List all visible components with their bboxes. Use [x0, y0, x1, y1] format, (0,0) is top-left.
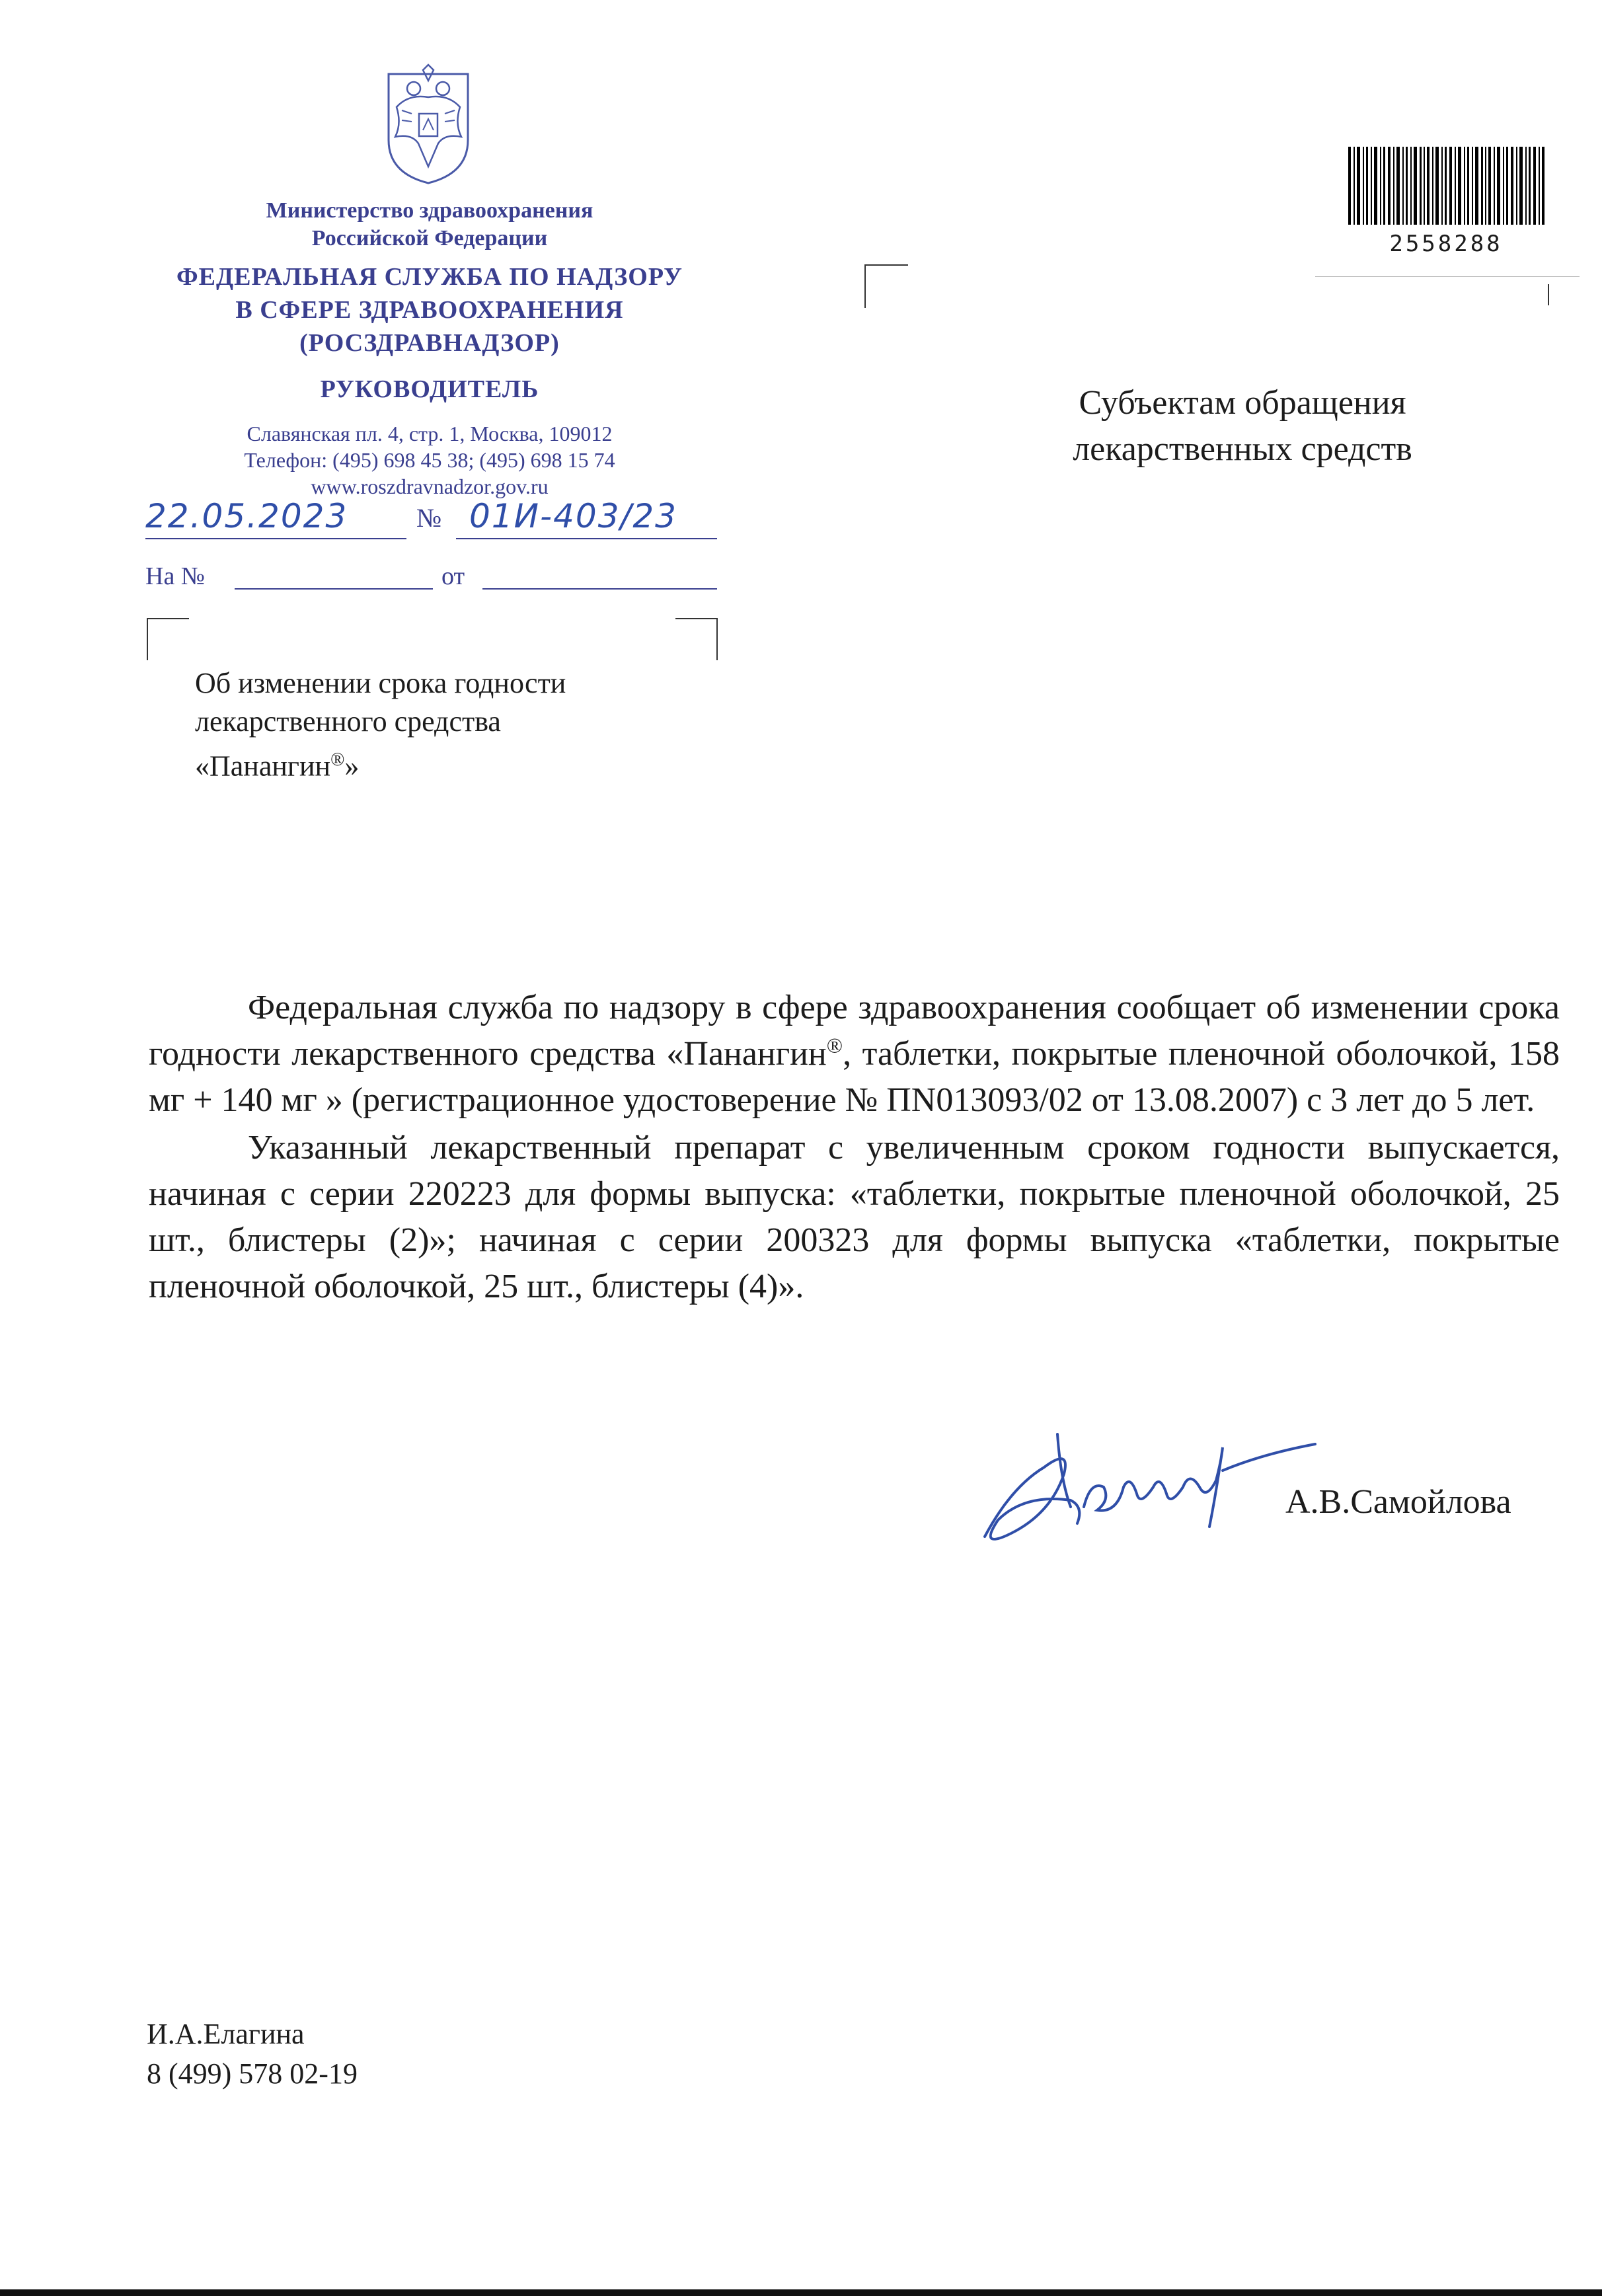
- body-paragraph-2: Указанный лекарственный препарат с увеличенным сроком годности выпускается, начиная с серии 220223 для формы выпуска: «таблетки, покрытые пленочной оболочкой, 25 шт., блистеры (2)»; начиная с серии 200323 для формы выпуска «таблетки, покрытые пленочной оболочкой, 25 шт., блистеры (4)».: [149, 1129, 1560, 1305]
- subject-block: [195, 664, 737, 786]
- ref-from-blank: [482, 588, 717, 590]
- registration-line: [145, 497, 806, 550]
- date-underline: [145, 538, 406, 539]
- addressee-tick-right: [1548, 284, 1549, 305]
- executor-block: [147, 2014, 358, 2094]
- registered-mark: ®: [826, 1033, 843, 1057]
- letter-body: [149, 985, 1560, 1310]
- addressee-corner-left: [864, 264, 908, 308]
- registration-number: 01И-403/23: [469, 497, 677, 535]
- signatory-name: А.В.Самойлова: [1285, 1483, 1511, 1521]
- subject-corner-right: [675, 618, 718, 660]
- barcode-number: 2558288: [1389, 231, 1503, 257]
- barcode-divider: [1315, 276, 1580, 277]
- website-line: www.roszdravnadzor.gov.ru: [311, 475, 549, 498]
- body-paragraph-1: Федеральная служба по надзору в сфере здравоохранения сообщает об изменении срока годности лекарственного средства «Панангин®, таблетки, покрытые пленочной оболочкой, 158 мг + 140 мг » (регистрационное удостоверение № ПN013093/02 от 13.08.2007) с 3 лет до 5 лет.: [149, 989, 1560, 1119]
- subject-line-1: Об изменении срока годности: [195, 667, 566, 699]
- ref-number-blank: [235, 588, 433, 590]
- ref-from-label: от: [441, 562, 465, 590]
- service-line-1: ФЕДЕРАЛЬНАЯ СЛУЖБА ПО НАДЗОРУ: [176, 263, 683, 291]
- coat-of-arms-emblem: [382, 61, 475, 186]
- address-line: Славянская пл. 4, стр. 1, Москва, 109012: [247, 422, 613, 445]
- letterhead: [119, 197, 740, 500]
- role-title: РУКОВОДИТЕЛЬ: [320, 375, 539, 403]
- number-underline: [456, 538, 717, 539]
- registered-mark: ®: [330, 749, 345, 770]
- addressee-line-2: лекарственных средств: [1073, 430, 1412, 468]
- service-line-3: (РОСЗДРАВНАДЗОР): [299, 329, 560, 357]
- subject-line-2: лекарственного средства: [195, 705, 501, 738]
- addressee-line-1: Субъектам обращения: [1079, 384, 1406, 422]
- service-line-2: В СФЕРЕ ЗДРАВООХРАНЕНИЯ: [235, 296, 624, 324]
- ministry-line-1: Министерство здравоохранения: [266, 198, 593, 223]
- subject-corner-left: [147, 618, 189, 660]
- ref-number-label: На №: [145, 562, 206, 590]
- ministry-line-2: Российской Федерации: [311, 226, 548, 250]
- barcode: [1347, 147, 1545, 257]
- signature-scribble: [972, 1408, 1328, 1560]
- reference-line: [145, 562, 740, 601]
- subject-line-3: «Панангин®»: [195, 749, 360, 783]
- phone-line: Телефон: (495) 698 45 38; (495) 698 15 74: [244, 448, 615, 472]
- registration-date: 22.05.2023: [145, 497, 348, 535]
- scan-bottom-edge: [0, 2289, 1602, 2296]
- addressee-block: [991, 380, 1494, 473]
- executor-name: И.А.Елагина: [147, 2018, 305, 2050]
- number-sign: №: [416, 503, 442, 533]
- executor-phone: 8 (499) 578 02-19: [147, 2057, 358, 2090]
